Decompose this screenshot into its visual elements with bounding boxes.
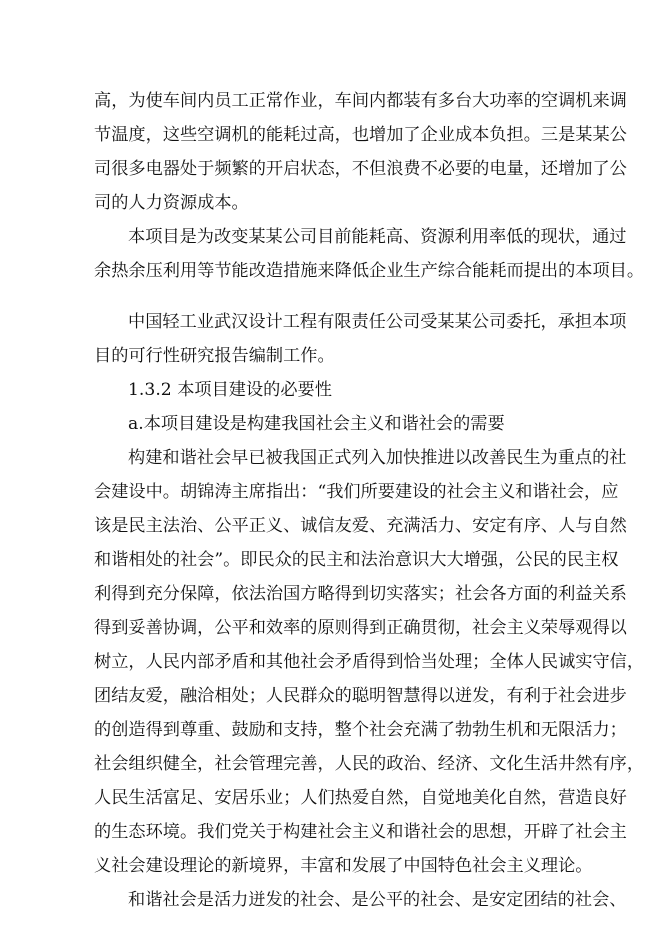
text-line: 节温度，这些空调机的能耗过高，也增加了企业成本负担。三是某某公	[94, 125, 627, 145]
text-line: 树立，人民内部矛盾和其他社会矛盾得到恰当处理；全体人民诚实守信，	[94, 652, 645, 672]
text-line: 的生态环境。我们党关于构建社会主义和谐社会的思想，开辟了社会主	[94, 822, 627, 842]
text-line: 司的人力资源成本。	[94, 193, 249, 213]
text-line: 社会组织健全，社会管理完善，人民的政治、经济、文化生活井然有序，	[94, 754, 645, 774]
section-heading: 1.3.2 本项目建设的必要性	[128, 380, 332, 400]
subsection-heading: a.本项目建设是构建我国社会主义和谐社会的需要	[128, 414, 505, 434]
text-line: 本项目是为改变某某公司目前能耗高、资源利用率低的现状，通过	[128, 227, 627, 247]
text-line: 余热余压利用等节能改造措施来降低企业生产综合能耗而提出的本项目。	[94, 261, 645, 281]
text-line: 利得到充分保障，依法治国方略得到切实落实；社会各方面的利益关系	[94, 584, 627, 604]
text-line: 得到妥善协调，公平和效率的原则得到正确贯彻，社会主义荣辱观得以	[94, 618, 627, 638]
text-line: 目的可行性研究报告编制工作。	[94, 346, 335, 366]
text-line: 和谐相处的社会”。即民众的民主和法治意识大大增强，公民的民主权	[94, 550, 619, 570]
text-line: 和谐社会是活力迸发的社会、是公平的社会、是安定团结的社会、	[128, 890, 627, 910]
text-line: 中国轻工业武汉设计工程有限责任公司受某某公司委托，承担本项	[128, 312, 627, 332]
text-line: 构建和谐社会早已被我国正式列入加快推进以改善民生为重点的社	[128, 448, 627, 468]
text-line: 高，为使车间内员工正常作业，车间内都装有多台大功率的空调机来调	[94, 91, 627, 111]
text-line: 团结友爱，融洽相处；人民群众的聪明智慧得以迸发，有利于社会进步	[94, 686, 627, 706]
text-line: 该是民主法治、公平正义、诚信友爱、充满活力、安定有序、人与自然	[94, 516, 627, 536]
text-line: 义社会建设理论的新境界，丰富和发展了中国特色社会主义理论。	[94, 856, 593, 876]
text-line: 司很多电器处于频繁的开启状态，不但浪费不必要的电量，还增加了公	[94, 159, 627, 179]
text-line: 人民生活富足、安居乐业；人们热爱自然，自觉地美化自然，营造良好	[94, 788, 627, 808]
text-line: 会建设中。胡锦涛主席指出：“我们所要建设的社会主义和谐社会，应	[94, 482, 619, 502]
text-line: 的创造得到尊重、鼓励和支持，整个社会充满了勃勃生机和无限活力；	[94, 720, 627, 740]
